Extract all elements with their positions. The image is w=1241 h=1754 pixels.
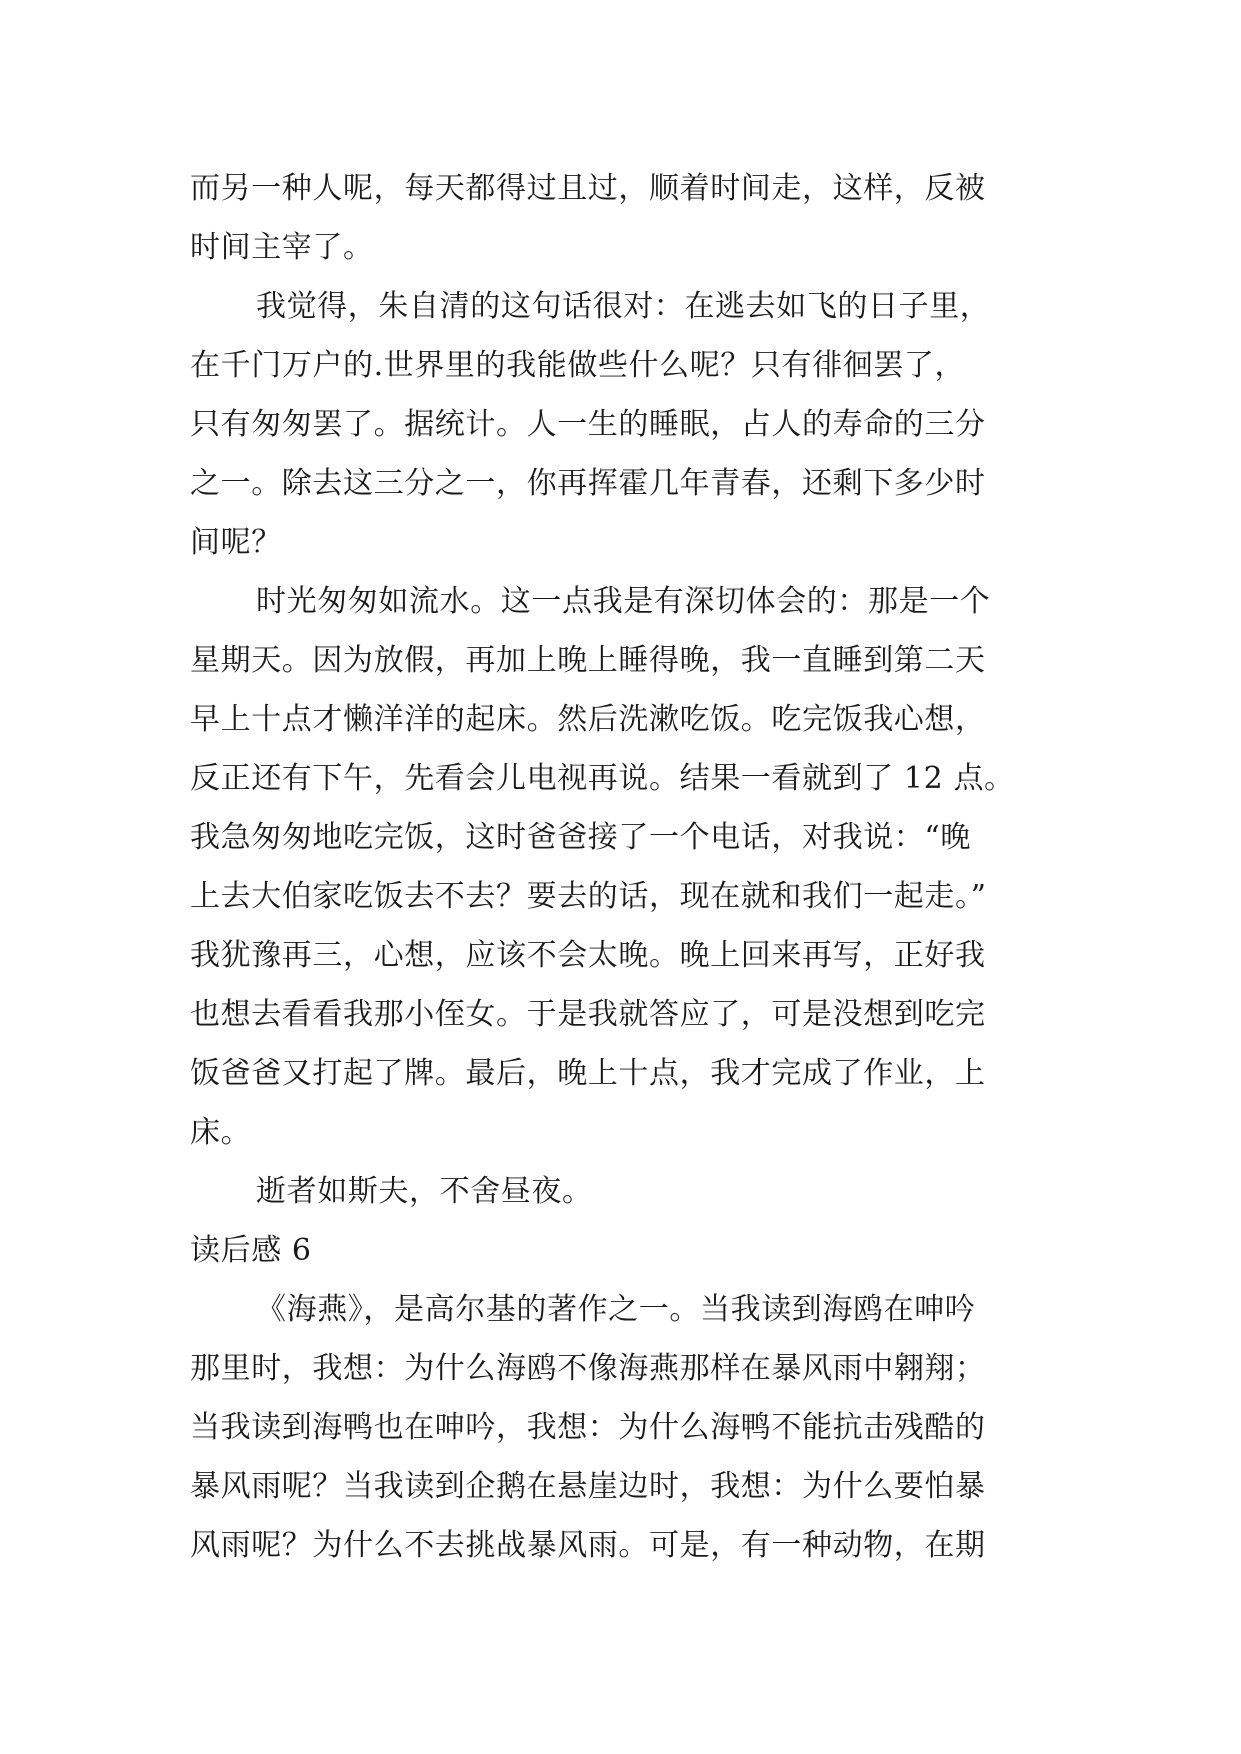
text-line: 我犹豫再三，心想，应该不会太晚。晚上回来再写，正好我	[190, 938, 986, 973]
document-body	[190, 159, 1050, 1575]
text-line: 反正还有下午，先看会儿电视再说。结果一看就到了 12 点。	[190, 761, 1015, 796]
section-heading: 读后感 6	[190, 1233, 312, 1268]
text-line: 上去大伯家吃饭去不去？要去的话，现在就和我们一起走。”	[190, 879, 987, 914]
text-line: 风雨呢？为什么不去挑战暴风雨。可是，有一种动物，在期	[190, 1528, 986, 1563]
text-line: 早上十点才懒洋洋的起床。然后洗漱吃饭。吃完饭我心想，	[190, 702, 986, 737]
paragraph-2	[190, 277, 1050, 572]
text-line: 星期天。因为放假，再加上晚上睡得晚，我一直睡到第二天	[190, 643, 986, 678]
text-line: 我觉得，朱自清的这句话很对：在逃去如飞的日子里，	[256, 289, 991, 324]
paragraph-3	[190, 572, 1050, 1162]
text-line: 间呢？	[190, 525, 282, 560]
text-line: 逝者如斯夫，不舍昼夜。	[256, 1174, 593, 1209]
text-line: 之一。除去这三分之一，你再挥霍几年青春，还剩下多少时	[190, 466, 986, 501]
text-line: 在千门万户的.世界里的我能做些什么呢？只有徘徊罢了，	[190, 348, 966, 383]
text-line: 暴风雨呢？当我读到企鹅在悬崖边时，我想：为什么要怕暴	[190, 1469, 986, 1504]
text-line: 当我读到海鸭也在呻吟，我想：为什么海鸭不能抗击残酷的	[190, 1410, 986, 1445]
paragraph-5	[190, 1280, 1050, 1575]
text-line: 也想去看看我那小侄女。于是我就答应了，可是没想到吃完	[190, 997, 986, 1032]
text-line: 饭爸爸又打起了牌。最后，晚上十点，我才完成了作业，上	[190, 1056, 986, 1091]
text-line: 时光匆匆如流水。这一点我是有深切体会的：那是一个	[256, 584, 991, 619]
text-line: 时间主宰了。	[190, 230, 374, 265]
text-line: 我急匆匆地吃完饭，这时爸爸接了一个电话，对我说：“晚	[190, 820, 971, 855]
text-line: 那里时，我想：为什么海鸥不像海燕那样在暴风雨中翱翔；	[190, 1351, 986, 1386]
text-line: 而另一种人呢，每天都得过且过，顺着时间走，这样，反被	[190, 171, 986, 206]
text-line: 床。	[190, 1115, 252, 1150]
paragraph-4	[190, 1162, 1050, 1221]
paragraph-1	[190, 159, 1050, 277]
text-line: 只有匆匆罢了。据统计。人一生的睡眠，占人的寿命的三分	[190, 407, 986, 442]
text-line: 《海燕》，是高尔基的著作之一。当我读到海鸥在呻吟	[256, 1292, 976, 1327]
